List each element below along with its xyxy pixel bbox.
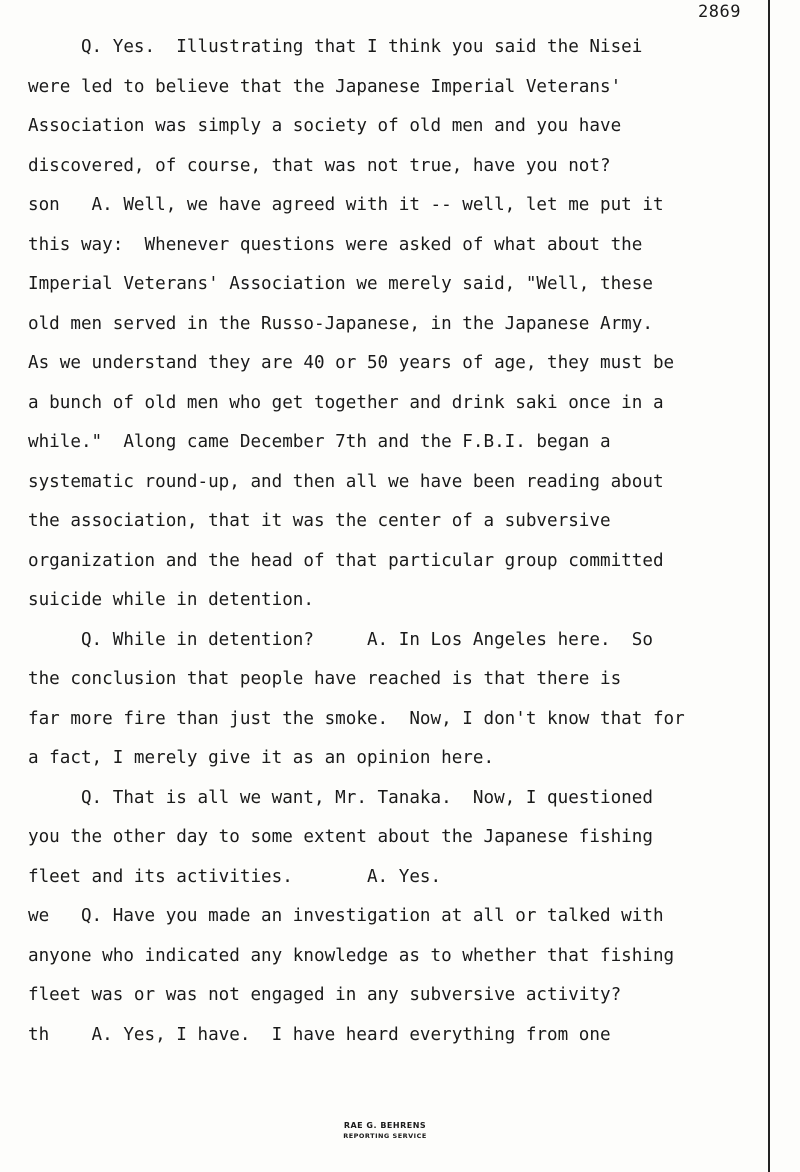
transcript-line: organization and the head of that particular group committed xyxy=(28,550,664,571)
transcript-line: a bunch of old men who get together and drink saki once in a xyxy=(28,392,664,413)
transcript-line: th A. Yes, I have. I have heard everything from one xyxy=(28,1024,611,1045)
transcript-line: fleet and its activities. A. Yes. xyxy=(28,866,442,887)
transcript-line: Association was simply a society of old men and you have xyxy=(28,116,622,136)
transcript-line: Q. While in detention? A. In Los Angeles here. So xyxy=(28,629,653,650)
transcript-line: Q. That is all we want, Mr. Tanaka. Now, I questioned xyxy=(28,787,653,808)
transcript-line: the conclusion that people have reached is that there is xyxy=(28,669,622,689)
transcript-line: this way: Whenever questions were asked of what about the xyxy=(28,234,643,255)
transcript-line: As we understand they are 40 or 50 years of age, they must be xyxy=(28,353,675,373)
transcript-line: far more fire than just the smoke. Now, I don't know that for xyxy=(28,708,685,729)
transcript-line: systematic round-up, and then all we have been reading about xyxy=(28,471,664,492)
reporting-service-label: REPORTING SERVICE xyxy=(343,1132,427,1140)
transcript-line: son A. Well, we have agreed with it -- well, let me put it xyxy=(28,195,664,215)
transcript-line: we Q. Have you made an investigation at all or talked with xyxy=(28,906,664,926)
page-number: 2869 xyxy=(698,2,741,22)
transcript-line: suicide while in detention. xyxy=(28,590,314,610)
transcript-line: anyone who indicated any knowledge as to whether that fishing xyxy=(28,945,675,966)
transcript-line: the association, that it was the center of a subversive xyxy=(28,511,611,531)
transcript-line: fleet was or was not engaged in any subversive activity? xyxy=(28,985,622,1005)
reporter-name: RAE G. BEHRENS xyxy=(343,1121,427,1130)
transcript-line: old men served in the Russo-Japanese, in the Japanese Army. xyxy=(28,313,653,334)
transcript-line: while." Along came December 7th and the F.B.I. began a xyxy=(28,432,611,452)
transcript-line: discovered, of course, that was not true, have you not? xyxy=(28,155,611,176)
transcript-line: Q. Yes. Illustrating that I think you said the Nisei xyxy=(28,37,643,57)
page-border-line xyxy=(768,0,770,1172)
transcript-body xyxy=(28,28,768,1055)
transcript-line: Imperial Veterans' Association we merely said, "Well, these xyxy=(28,274,653,294)
transcript-line: were led to believe that the Japanese Imperial Veterans' xyxy=(28,76,622,97)
transcript-line: you the other day to some extent about the Japanese fishing xyxy=(28,827,653,847)
reporter-footer xyxy=(0,1120,770,1141)
transcript-line: a fact, I merely give it as an opinion here. xyxy=(28,748,495,768)
